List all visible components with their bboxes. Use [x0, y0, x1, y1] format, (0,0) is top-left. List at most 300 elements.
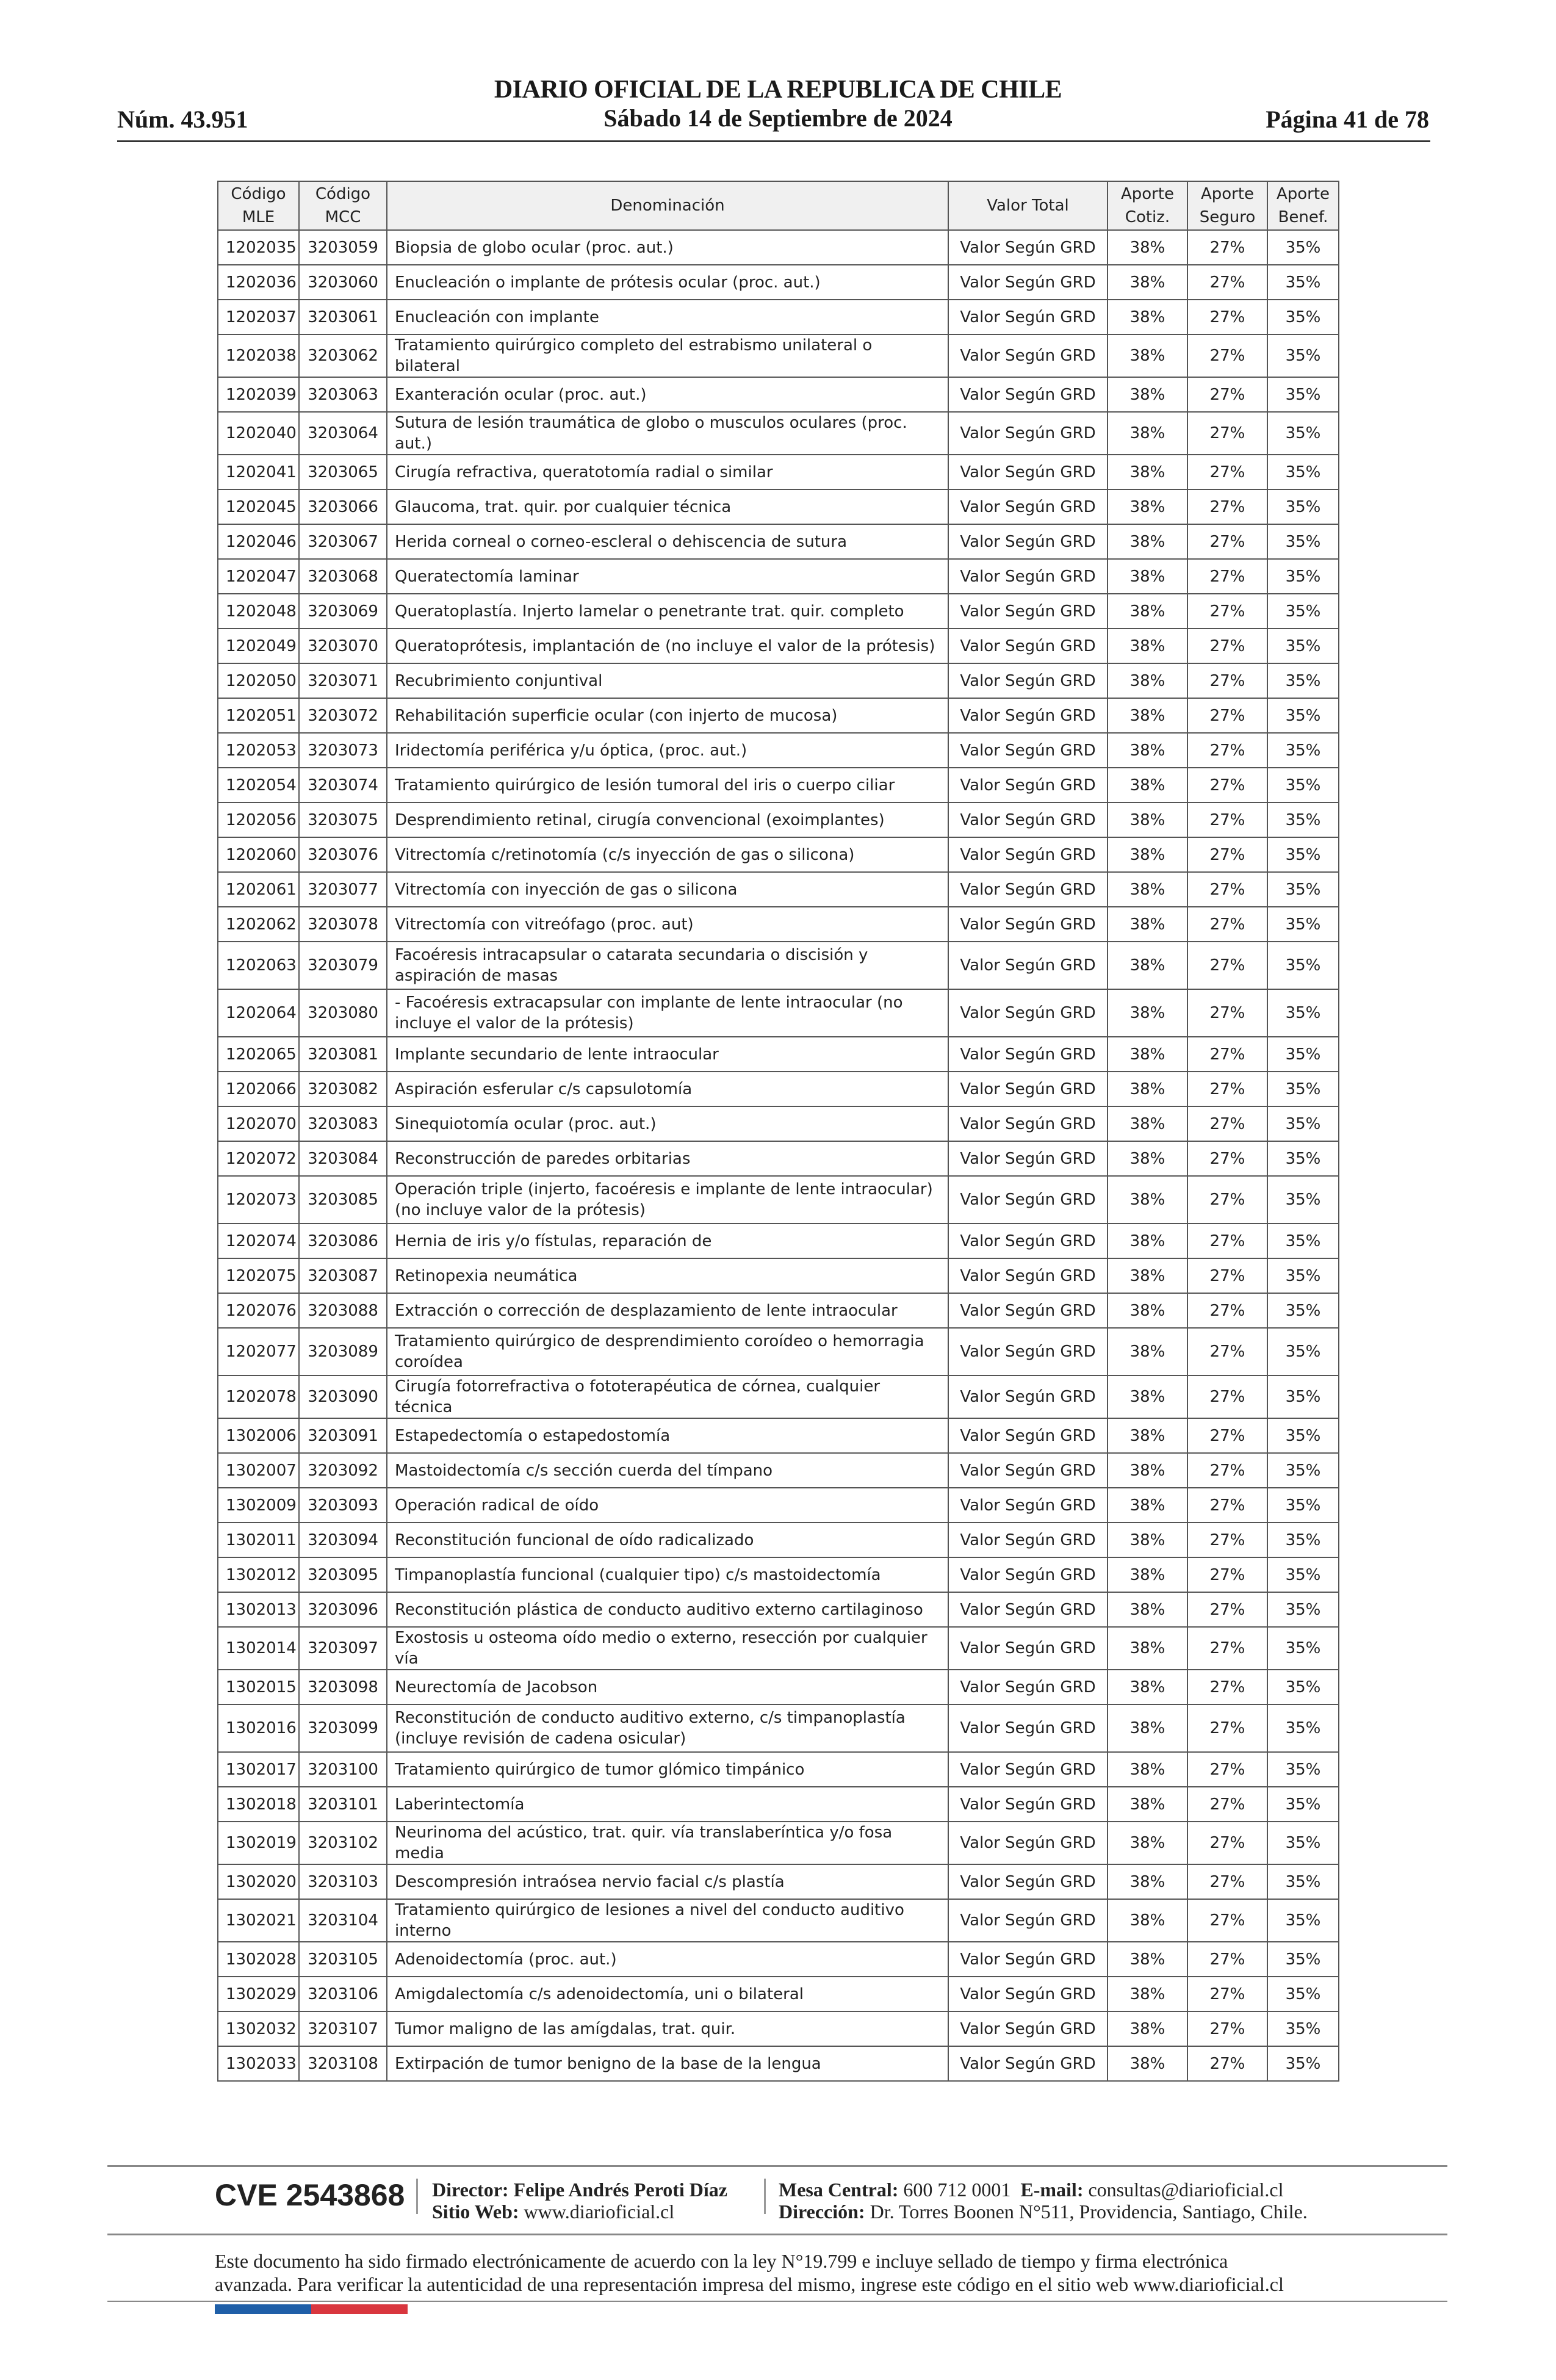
page-number: Página 41 de 78: [1266, 106, 1429, 133]
procedures-table: [217, 181, 1339, 2082]
aporte-benef-cell: 35%: [1267, 524, 1339, 559]
code-mle-cell: 1302032: [218, 2011, 299, 2046]
code-mcc-cell: 3203059: [299, 230, 387, 265]
valor-cell: Valor Según GRD: [948, 629, 1108, 663]
aporte-cotiz-cell: 38%: [1108, 1037, 1187, 1072]
description-cell: Estapedectomía o estapedostomía: [387, 1418, 948, 1453]
description-cell: Mastoidectomía c/s sección cuerda del tímpano: [387, 1453, 948, 1488]
aporte-seguro-cell: 27%: [1187, 629, 1267, 663]
mesa-label: Mesa Central:: [779, 2179, 899, 2201]
valor-cell: Valor Según GRD: [948, 1376, 1108, 1418]
aporte-benef-cell: 35%: [1267, 1418, 1339, 1453]
aporte-benef-cell: 35%: [1267, 989, 1339, 1037]
col-header-denominacion: Denominación: [387, 181, 948, 230]
code-mle-cell: 1202078: [218, 1376, 299, 1418]
code-mcc-cell: 3203098: [299, 1670, 387, 1704]
aporte-cotiz-cell: 38%: [1108, 300, 1187, 334]
aporte-cotiz-cell: 38%: [1108, 1376, 1187, 1418]
aporte-cotiz-cell: 38%: [1108, 1704, 1187, 1752]
code-mcc-cell: 3203104: [299, 1899, 387, 1942]
code-mle-cell: 1302006: [218, 1418, 299, 1453]
aporte-benef-cell: 35%: [1267, 1670, 1339, 1704]
code-mcc-cell: 3203099: [299, 1704, 387, 1752]
description-cell: Sinequiotomía ocular (proc. aut.): [387, 1106, 948, 1141]
code-mcc-cell: 3203080: [299, 989, 387, 1037]
code-mcc-cell: 3203082: [299, 1072, 387, 1106]
aporte-benef-cell: 35%: [1267, 1141, 1339, 1176]
code-mle-cell: 1202065: [218, 1037, 299, 1072]
aporte-seguro-cell: 27%: [1187, 377, 1267, 412]
aporte-seguro-cell: 27%: [1187, 1977, 1267, 2011]
description-cell: Neurinoma del acústico, trat. quir. vía translaberíntica y/o fosa media: [387, 1822, 948, 1864]
aporte-seguro-cell: 27%: [1187, 2011, 1267, 2046]
description-cell: Recubrimiento conjuntival: [387, 663, 948, 698]
description-cell: Operación triple (injerto, facoéresis e implante de lente intraocular) (no incluye valor de la prótesis): [387, 1176, 948, 1224]
code-mle-cell: 1202049: [218, 629, 299, 663]
aporte-benef-cell: 35%: [1267, 559, 1339, 594]
table-row: [218, 1224, 1339, 1258]
aporte-cotiz-cell: 38%: [1108, 1557, 1187, 1592]
code-mcc-cell: 3203108: [299, 2046, 387, 2081]
legal-line: Este documento ha sido firmado electrónicamente de acuerdo con la ley N°19.799 e incluye sellado de tiempo y firma electrónica: [215, 2250, 1228, 2272]
code-mcc-cell: 3203081: [299, 1037, 387, 1072]
aporte-seguro-cell: 27%: [1187, 300, 1267, 334]
aporte-seguro-cell: 27%: [1187, 768, 1267, 802]
aporte-benef-cell: 35%: [1267, 2011, 1339, 2046]
aporte-seguro-cell: 27%: [1187, 872, 1267, 907]
aporte-cotiz-cell: 38%: [1108, 489, 1187, 524]
table-row: [218, 989, 1339, 1037]
description-cell: Adenoidectomía (proc. aut.): [387, 1942, 948, 1977]
code-mcc-cell: 3203084: [299, 1141, 387, 1176]
code-mcc-cell: 3203107: [299, 2011, 387, 2046]
code-mle-cell: 1202056: [218, 802, 299, 837]
table-row: [218, 802, 1339, 837]
description-cell: Tumor maligno de las amígdalas, trat. quir.: [387, 2011, 948, 2046]
aporte-cotiz-cell: 38%: [1108, 1072, 1187, 1106]
code-mcc-cell: 3203088: [299, 1293, 387, 1328]
description-cell: Tratamiento quirúrgico completo del estrabismo unilateral o bilateral: [387, 334, 948, 377]
description-cell: Timpanoplastía funcional (cualquier tipo) c/s mastoidectomía: [387, 1557, 948, 1592]
aporte-seguro-cell: 27%: [1187, 412, 1267, 455]
code-mcc-cell: 3203060: [299, 265, 387, 300]
aporte-benef-cell: 35%: [1267, 489, 1339, 524]
aporte-seguro-cell: 27%: [1187, 1176, 1267, 1224]
valor-cell: Valor Según GRD: [948, 1787, 1108, 1822]
table-row: [218, 1523, 1339, 1557]
code-mle-cell: 1302017: [218, 1752, 299, 1787]
aporte-seguro-cell: 27%: [1187, 733, 1267, 768]
table-row: [218, 1176, 1339, 1224]
aporte-cotiz-cell: 38%: [1108, 1418, 1187, 1453]
code-mcc-cell: 3203061: [299, 300, 387, 334]
description-cell: Facoéresis intracapsular o catarata secundaria o discisión y aspiración de masas: [387, 942, 948, 989]
valor-cell: Valor Según GRD: [948, 802, 1108, 837]
code-mle-cell: 1202035: [218, 230, 299, 265]
aporte-cotiz-cell: 38%: [1108, 802, 1187, 837]
aporte-cotiz-cell: 38%: [1108, 230, 1187, 265]
aporte-seguro-cell: 27%: [1187, 1293, 1267, 1328]
aporte-cotiz-cell: 38%: [1108, 1258, 1187, 1293]
valor-cell: Valor Según GRD: [948, 524, 1108, 559]
aporte-seguro-cell: 27%: [1187, 1523, 1267, 1557]
code-mcc-cell: 3203064: [299, 412, 387, 455]
description-cell: Iridectomía periférica y/u óptica, (proc. aut.): [387, 733, 948, 768]
code-mle-cell: 1202064: [218, 989, 299, 1037]
table-row: [218, 1106, 1339, 1141]
aporte-benef-cell: 35%: [1267, 1592, 1339, 1627]
code-mle-cell: 1202053: [218, 733, 299, 768]
aporte-seguro-cell: 27%: [1187, 334, 1267, 377]
code-mle-cell: 1202041: [218, 455, 299, 489]
code-mle-cell: 1202047: [218, 559, 299, 594]
aporte-seguro-cell: 27%: [1187, 489, 1267, 524]
aporte-benef-cell: 35%: [1267, 1224, 1339, 1258]
mesa-phone: 600 712 0001: [903, 2179, 1011, 2201]
table-row: [218, 1328, 1339, 1376]
table-row: [218, 1376, 1339, 1418]
aporte-seguro-cell: 27%: [1187, 1418, 1267, 1453]
description-cell: Queratectomía laminar: [387, 559, 948, 594]
aporte-cotiz-cell: 38%: [1108, 1488, 1187, 1523]
aporte-benef-cell: 35%: [1267, 942, 1339, 989]
valor-cell: Valor Según GRD: [948, 1899, 1108, 1942]
aporte-cotiz-cell: 38%: [1108, 1627, 1187, 1670]
valor-cell: Valor Según GRD: [948, 377, 1108, 412]
aporte-benef-cell: 35%: [1267, 1942, 1339, 1977]
address: Dr. Torres Boonen N°511, Providencia, Santiago, Chile.: [870, 2201, 1308, 2223]
table-row: [218, 663, 1339, 698]
table-row: [218, 1037, 1339, 1072]
aporte-seguro-cell: 27%: [1187, 1752, 1267, 1787]
aporte-benef-cell: 35%: [1267, 1977, 1339, 2011]
aporte-benef-cell: 35%: [1267, 1822, 1339, 1864]
description-cell: Laberintectomía: [387, 1787, 948, 1822]
aporte-cotiz-cell: 38%: [1108, 1523, 1187, 1557]
valor-cell: Valor Según GRD: [948, 1037, 1108, 1072]
code-mcc-cell: 3203091: [299, 1418, 387, 1453]
aporte-cotiz-cell: 38%: [1108, 1752, 1187, 1787]
code-mcc-cell: 3203102: [299, 1822, 387, 1864]
issue-number: Núm. 43.951: [117, 106, 248, 133]
aporte-seguro-cell: 27%: [1187, 265, 1267, 300]
legal-notice: [215, 2249, 1374, 2296]
aporte-benef-cell: 35%: [1267, 1752, 1339, 1787]
code-mle-cell: 1302016: [218, 1704, 299, 1752]
table-row: [218, 2046, 1339, 2081]
code-mle-cell: 1202073: [218, 1176, 299, 1224]
director-label: Director:: [432, 2179, 509, 2201]
aporte-cotiz-cell: 38%: [1108, 455, 1187, 489]
aporte-benef-cell: 35%: [1267, 334, 1339, 377]
aporte-seguro-cell: 27%: [1187, 1072, 1267, 1106]
aporte-seguro-cell: 27%: [1187, 1557, 1267, 1592]
code-mcc-cell: 3203094: [299, 1523, 387, 1557]
director-name: Felipe Andrés Peroti Díaz: [513, 2179, 727, 2201]
code-mle-cell: 1202054: [218, 768, 299, 802]
description-cell: Queratoplastía. Injerto lamelar o penetrante trat. quir. completo: [387, 594, 948, 629]
table-row: [218, 2011, 1339, 2046]
aporte-benef-cell: 35%: [1267, 1176, 1339, 1224]
aporte-cotiz-cell: 38%: [1108, 377, 1187, 412]
code-mcc-cell: 3203065: [299, 455, 387, 489]
table-row: [218, 1141, 1339, 1176]
description-cell: Extracción o corrección de desplazamiento de lente intraocular: [387, 1293, 948, 1328]
table-row: [218, 559, 1339, 594]
code-mcc-cell: 3203092: [299, 1453, 387, 1488]
description-cell: Biopsia de globo ocular (proc. aut.): [387, 230, 948, 265]
valor-cell: Valor Según GRD: [948, 1293, 1108, 1328]
valor-cell: Valor Según GRD: [948, 698, 1108, 733]
aporte-cotiz-cell: 38%: [1108, 524, 1187, 559]
col-header-mle: Código MLE: [218, 181, 299, 230]
aporte-benef-cell: 35%: [1267, 1037, 1339, 1072]
table-row: [218, 1752, 1339, 1787]
web-label: Sitio Web:: [432, 2201, 519, 2223]
valor-cell: Valor Según GRD: [948, 334, 1108, 377]
aporte-benef-cell: 35%: [1267, 1106, 1339, 1141]
aporte-cotiz-cell: 38%: [1108, 1224, 1187, 1258]
valor-cell: Valor Según GRD: [948, 1418, 1108, 1453]
aporte-benef-cell: 35%: [1267, 300, 1339, 334]
description-cell: Vitrectomía con vitreófago (proc. aut): [387, 907, 948, 942]
description-cell: Implante secundario de lente intraocular: [387, 1037, 948, 1072]
aporte-benef-cell: 35%: [1267, 1328, 1339, 1376]
aporte-benef-cell: 35%: [1267, 629, 1339, 663]
code-mcc-cell: 3203071: [299, 663, 387, 698]
code-mle-cell: 1202075: [218, 1258, 299, 1293]
email-link[interactable]: consultas@diarioficial.cl: [1088, 2179, 1284, 2201]
description-cell: Enucleación con implante: [387, 300, 948, 334]
code-mcc-cell: 3203089: [299, 1328, 387, 1376]
code-mle-cell: 1202077: [218, 1328, 299, 1376]
code-mcc-cell: 3203079: [299, 942, 387, 989]
table-row: [218, 942, 1339, 989]
cve-code: CVE 2543868: [215, 2178, 405, 2212]
aporte-benef-cell: 35%: [1267, 733, 1339, 768]
code-mle-cell: 1302011: [218, 1523, 299, 1557]
aporte-seguro-cell: 27%: [1187, 1376, 1267, 1418]
description-cell: Enucleación o implante de prótesis ocular (proc. aut.): [387, 265, 948, 300]
valor-cell: Valor Según GRD: [948, 872, 1108, 907]
aporte-cotiz-cell: 38%: [1108, 1106, 1187, 1141]
footer-divider-top: [107, 2165, 1447, 2167]
code-mle-cell: 1302009: [218, 1488, 299, 1523]
aporte-benef-cell: 35%: [1267, 872, 1339, 907]
code-mle-cell: 1202060: [218, 837, 299, 872]
description-cell: Aspiración esferular c/s capsulotomía: [387, 1072, 948, 1106]
table-row: [218, 837, 1339, 872]
publication-date: Sábado 14 de Septiembre de 2024: [603, 104, 953, 132]
table-row: [218, 1258, 1339, 1293]
col-header-valor: Valor Total: [948, 181, 1108, 230]
email-label: E-mail:: [1020, 2179, 1084, 2201]
aporte-seguro-cell: 27%: [1187, 663, 1267, 698]
valor-cell: Valor Según GRD: [948, 1106, 1108, 1141]
valor-cell: Valor Según GRD: [948, 1670, 1108, 1704]
description-cell: Tratamiento quirúrgico de lesiones a nivel del conducto auditivo interno: [387, 1899, 948, 1942]
aporte-cotiz-cell: 38%: [1108, 1942, 1187, 1977]
description-cell: Retinopexia neumática: [387, 1258, 948, 1293]
code-mcc-cell: 3203063: [299, 377, 387, 412]
valor-cell: Valor Según GRD: [948, 942, 1108, 989]
valor-cell: Valor Según GRD: [948, 1141, 1108, 1176]
web-link[interactable]: www.diarioficial.cl: [524, 2201, 675, 2223]
aporte-seguro-cell: 27%: [1187, 524, 1267, 559]
code-mcc-cell: 3203070: [299, 629, 387, 663]
aporte-benef-cell: 35%: [1267, 663, 1339, 698]
table-row: [218, 1704, 1339, 1752]
code-mcc-cell: 3203096: [299, 1592, 387, 1627]
code-mle-cell: 1302007: [218, 1453, 299, 1488]
valor-cell: Valor Según GRD: [948, 594, 1108, 629]
col-header-mcc: Código MCC: [299, 181, 387, 230]
code-mle-cell: 1202061: [218, 872, 299, 907]
aporte-benef-cell: 35%: [1267, 1488, 1339, 1523]
valor-cell: Valor Según GRD: [948, 1224, 1108, 1258]
code-mle-cell: 1202036: [218, 265, 299, 300]
aporte-seguro-cell: 27%: [1187, 1258, 1267, 1293]
description-cell: Descompresión intraósea nervio facial c/s plastía: [387, 1864, 948, 1899]
description-cell: Operación radical de oído: [387, 1488, 948, 1523]
table-row: [218, 768, 1339, 802]
description-cell: Glaucoma, trat. quir. por cualquier técnica: [387, 489, 948, 524]
aporte-seguro-cell: 27%: [1187, 1328, 1267, 1376]
aporte-cotiz-cell: 38%: [1108, 559, 1187, 594]
table-row: [218, 1899, 1339, 1942]
description-cell: Reconstrucción de paredes orbitarias: [387, 1141, 948, 1176]
aporte-seguro-cell: 27%: [1187, 837, 1267, 872]
description-cell: Cirugía fotorrefractiva o fototerapéutica de córnea, cualquier técnica: [387, 1376, 948, 1418]
description-cell: Rehabilitación superficie ocular (con injerto de mucosa): [387, 698, 948, 733]
aporte-seguro-cell: 27%: [1187, 1141, 1267, 1176]
valor-cell: Valor Según GRD: [948, 1627, 1108, 1670]
valor-cell: Valor Según GRD: [948, 1488, 1108, 1523]
code-mle-cell: 1202066: [218, 1072, 299, 1106]
aporte-seguro-cell: 27%: [1187, 1670, 1267, 1704]
valor-cell: Valor Según GRD: [948, 1704, 1108, 1752]
aporte-seguro-cell: 27%: [1187, 1822, 1267, 1864]
aporte-seguro-cell: 27%: [1187, 594, 1267, 629]
code-mle-cell: 1202062: [218, 907, 299, 942]
table-row: [218, 1488, 1339, 1523]
table-row: [218, 524, 1339, 559]
code-mle-cell: 1202072: [218, 1141, 299, 1176]
code-mcc-cell: 3203072: [299, 698, 387, 733]
aporte-cotiz-cell: 38%: [1108, 942, 1187, 989]
table-row: [218, 1072, 1339, 1106]
code-mle-cell: 1302012: [218, 1557, 299, 1592]
description-cell: Extirpación de tumor benigno de la base de la lengua: [387, 2046, 948, 2081]
aporte-benef-cell: 35%: [1267, 802, 1339, 837]
code-mle-cell: 1302013: [218, 1592, 299, 1627]
aporte-seguro-cell: 27%: [1187, 1787, 1267, 1822]
aporte-seguro-cell: 27%: [1187, 1942, 1267, 1977]
description-cell: Vitrectomía c/retinotomía (c/s inyección de gas o silicona): [387, 837, 948, 872]
code-mcc-cell: 3203106: [299, 1977, 387, 2011]
aporte-cotiz-cell: 38%: [1108, 698, 1187, 733]
footer-divider-bottom: [107, 2234, 1447, 2235]
aporte-cotiz-cell: 38%: [1108, 629, 1187, 663]
table-row: [218, 377, 1339, 412]
description-cell: Neurectomía de Jacobson: [387, 1670, 948, 1704]
table-row: [218, 230, 1339, 265]
valor-cell: Valor Según GRD: [948, 989, 1108, 1037]
table-row: [218, 1627, 1339, 1670]
table-row: [218, 1942, 1339, 1977]
code-mle-cell: 1202046: [218, 524, 299, 559]
code-mle-cell: 1302019: [218, 1822, 299, 1864]
code-mle-cell: 1302018: [218, 1787, 299, 1822]
aporte-cotiz-cell: 38%: [1108, 594, 1187, 629]
code-mcc-cell: 3203066: [299, 489, 387, 524]
aporte-seguro-cell: 27%: [1187, 1037, 1267, 1072]
aporte-benef-cell: 35%: [1267, 837, 1339, 872]
description-cell: Desprendimiento retinal, cirugía convencional (exoimplantes): [387, 802, 948, 837]
description-cell: Herida corneal o corneo-escleral o dehiscencia de sutura: [387, 524, 948, 559]
aporte-cotiz-cell: 38%: [1108, 1592, 1187, 1627]
valor-cell: Valor Según GRD: [948, 1258, 1108, 1293]
aporte-cotiz-cell: 38%: [1108, 1822, 1187, 1864]
aporte-benef-cell: 35%: [1267, 2046, 1339, 2081]
valor-cell: Valor Según GRD: [948, 907, 1108, 942]
aporte-benef-cell: 35%: [1267, 1523, 1339, 1557]
table-row: [218, 1293, 1339, 1328]
valor-cell: Valor Según GRD: [948, 1523, 1108, 1557]
aporte-seguro-cell: 27%: [1187, 698, 1267, 733]
valor-cell: Valor Según GRD: [948, 1557, 1108, 1592]
code-mle-cell: 1202037: [218, 300, 299, 334]
aporte-cotiz-cell: 38%: [1108, 265, 1187, 300]
description-cell: Tratamiento quirúrgico de lesión tumoral del iris o cuerpo ciliar: [387, 768, 948, 802]
code-mle-cell: 1202063: [218, 942, 299, 989]
aporte-seguro-cell: 27%: [1187, 1592, 1267, 1627]
code-mcc-cell: 3203100: [299, 1752, 387, 1787]
aporte-cotiz-cell: 38%: [1108, 872, 1187, 907]
aporte-seguro-cell: 27%: [1187, 1704, 1267, 1752]
description-cell: Exanteración ocular (proc. aut.): [387, 377, 948, 412]
code-mle-cell: 1302028: [218, 1942, 299, 1977]
aporte-cotiz-cell: 38%: [1108, 1864, 1187, 1899]
valor-cell: Valor Según GRD: [948, 2011, 1108, 2046]
code-mle-cell: 1202076: [218, 1293, 299, 1328]
code-mle-cell: 1202039: [218, 377, 299, 412]
table-row: [218, 733, 1339, 768]
description-cell: - Facoéresis extracapsular con implante de lente intraocular (no incluye el valor de la prótesis): [387, 989, 948, 1037]
aporte-cotiz-cell: 38%: [1108, 2046, 1187, 2081]
code-mle-cell: 1302015: [218, 1670, 299, 1704]
table-row: [218, 334, 1339, 377]
aporte-cotiz-cell: 38%: [1108, 1977, 1187, 2011]
aporte-benef-cell: 35%: [1267, 698, 1339, 733]
code-mcc-cell: 3203076: [299, 837, 387, 872]
aporte-benef-cell: 35%: [1267, 1704, 1339, 1752]
aporte-seguro-cell: 27%: [1187, 942, 1267, 989]
valor-cell: Valor Según GRD: [948, 455, 1108, 489]
aporte-seguro-cell: 27%: [1187, 907, 1267, 942]
legal-line: avanzada. Para verificar la autenticidad de una representación impresa del mismo, ingrese este código en el sitio web www.diarioficial.cl: [215, 2273, 1284, 2295]
table-row: [218, 1670, 1339, 1704]
aporte-seguro-cell: 27%: [1187, 1899, 1267, 1942]
aporte-benef-cell: 35%: [1267, 1627, 1339, 1670]
code-mcc-cell: 3203105: [299, 1942, 387, 1977]
code-mcc-cell: 3203095: [299, 1557, 387, 1592]
aporte-cotiz-cell: 38%: [1108, 768, 1187, 802]
aporte-cotiz-cell: 38%: [1108, 334, 1187, 377]
aporte-cotiz-cell: 38%: [1108, 1453, 1187, 1488]
aporte-cotiz-cell: 38%: [1108, 837, 1187, 872]
code-mle-cell: 1302029: [218, 1977, 299, 2011]
